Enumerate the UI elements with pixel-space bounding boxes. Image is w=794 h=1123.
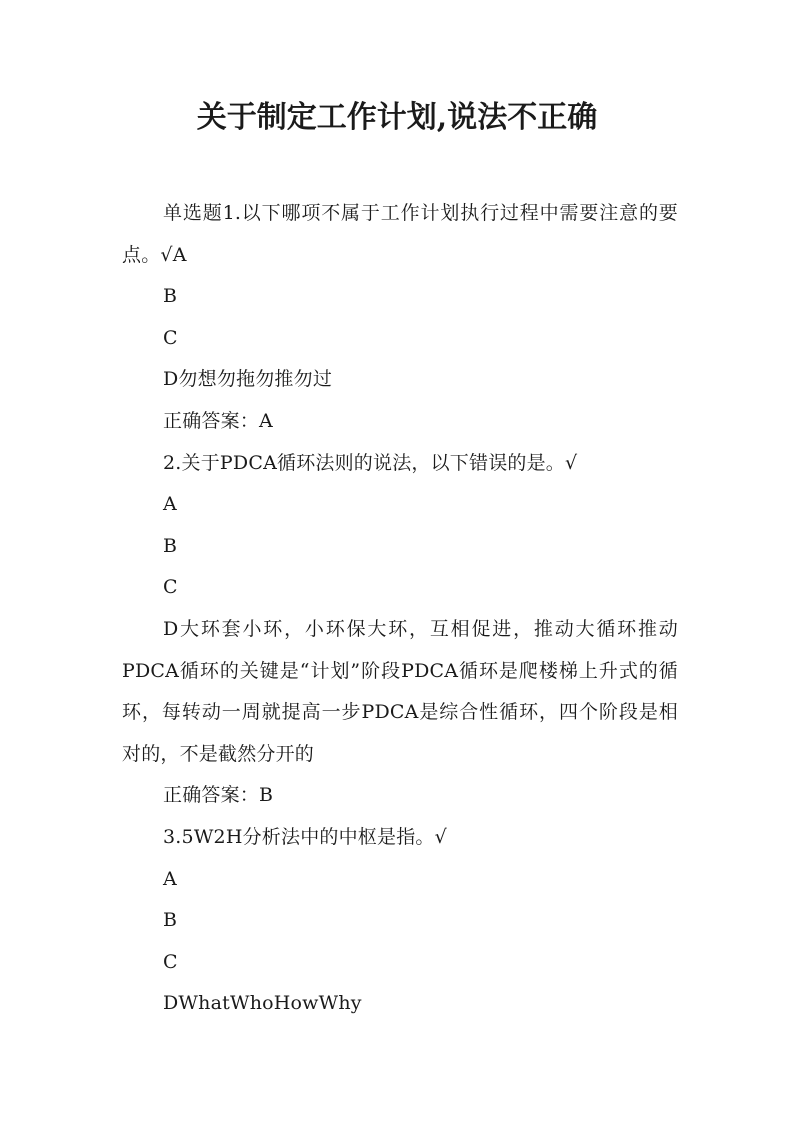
question-3-stem: 3.5W2H分析法中的中枢是指。√ bbox=[163, 825, 447, 848]
question-3-option-a: A bbox=[163, 867, 177, 890]
document-title: 关于制定工作计划,说法不正确 bbox=[196, 100, 598, 135]
question-2-answer: 正确答案：B bbox=[163, 784, 274, 807]
question-2-stem: 2.关于PDCA循环法则的说法，以下错误的是。√ bbox=[163, 451, 578, 474]
question-3-option-c: C bbox=[163, 950, 178, 973]
question-2-option-a: A bbox=[163, 493, 177, 516]
question-1-option-c: C bbox=[163, 326, 178, 349]
question-3-option-b: B bbox=[163, 909, 178, 932]
question-2-option-d: D大环套小环，小环保大环，互相促进，推动大循环推动PDCA循环的关键是“计划”阶段PDCA循环是爬楼梯上升式的循环，每转动一周就提高一步PDCA是综合性循环，四个阶段是相对的，不是截然分开的 bbox=[122, 617, 678, 765]
question-3-option-d: DWhatWhoHowWhy bbox=[163, 992, 362, 1015]
question-1-option-b: B bbox=[163, 285, 178, 308]
question-1-option-d: D勿想勿拖勿推勿过 bbox=[163, 368, 333, 391]
document-body bbox=[122, 193, 678, 1025]
question-1-stem: 单选题1.以下哪项不属于工作计划执行过程中需要注意的要点。√A bbox=[122, 202, 678, 266]
question-2-option-c: C bbox=[163, 576, 178, 599]
question-1-answer: 正确答案：A bbox=[163, 409, 273, 432]
question-2-option-b: B bbox=[163, 534, 178, 557]
